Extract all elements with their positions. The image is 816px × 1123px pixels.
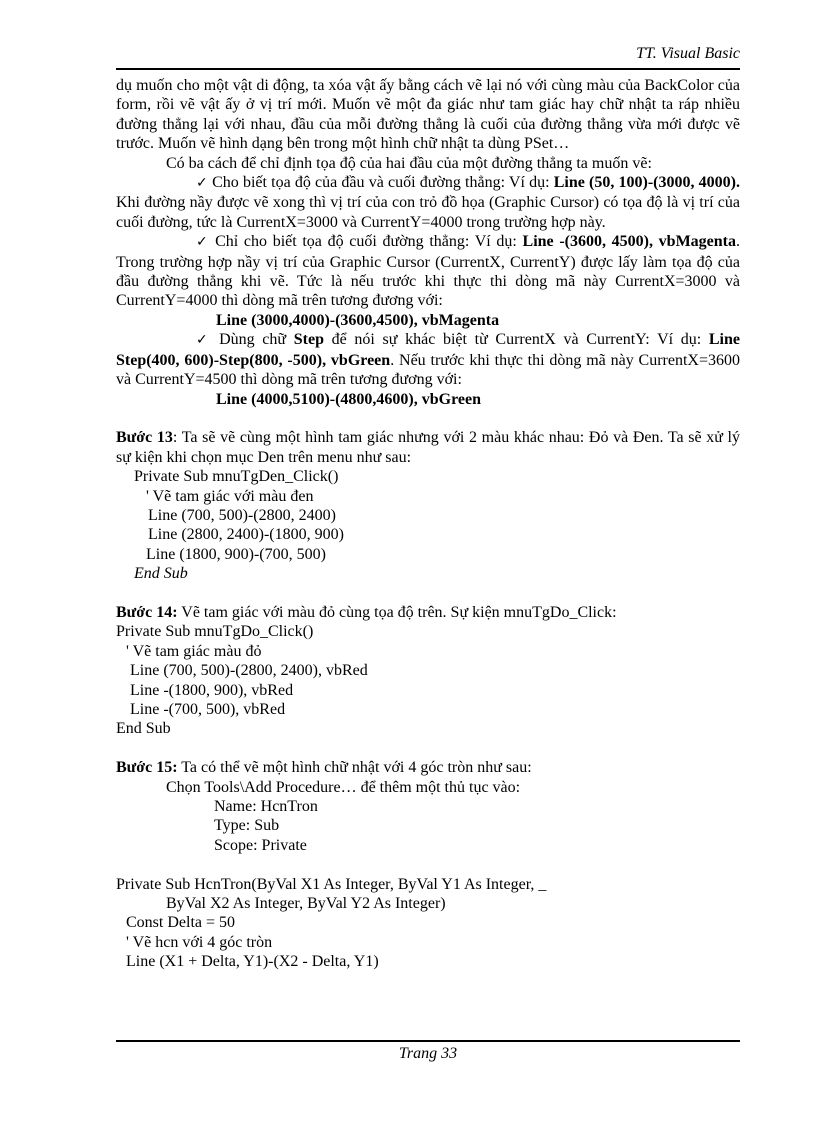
bullet-1-text-2: Khi đường nầy được vẽ xong thì vị trí của con trỏ đồ họa (Graphic Cursor) có tọa độ là vị trí của cuối đường, tức là CurrentX=3000 và CurrentY=4000 trong trường hợp này. — [116, 194, 740, 231]
intro-paragraph: dụ muốn cho một vật di động, ta xóa vật ấy bằng cách vẽ lại nó với cùng màu của BackColor của form, rồi vẽ vật ấy ở vị trí mới. Muốn vẽ một đa giác như tam giác hay chữ nhật ta ráp nhiều đường thẳng lại với nhau, đầu của mỗi đường thẳng là cuối của đường thẳng vừa mới được vẽ trước. Muốn vẽ hình dạng bên trong một hình chữ nhật ta dùng PSet… — [116, 77, 740, 153]
bullet-3-code: Line Step(400, 600)-Step(800, -500), vbGreen — [116, 331, 740, 369]
bullet-2-code: Line -(3600, 4500), vbMagenta — [522, 233, 737, 251]
code-line: ' Vẽ tam giác với màu đen — [146, 487, 314, 505]
step-13-label: Bước 13 — [116, 429, 173, 447]
code-line: Line (700, 500)-(2800, 2400), vbRed — [130, 662, 368, 680]
check-icon: ✓ — [196, 332, 212, 349]
page-header — [116, 44, 740, 70]
code-line: End Sub — [134, 565, 188, 583]
code-line: ByVal X2 As Integer, ByVal Y2 As Integer) — [166, 895, 446, 912]
bullet-3-text: Dùng chữ — [219, 331, 294, 349]
step-15-text: Ta có thể vẽ một hình chữ nhật với 4 góc tròn như sau: — [177, 759, 532, 777]
bullet-2-equivalent-code: Line (3000,4000)-(3600,4500), vbMagenta — [216, 311, 500, 329]
code-line: Line (X1 + Delta, Y1)-(X2 - Delta, Y1) — [126, 953, 379, 971]
code-line: ' Vẽ hcn với 4 góc tròn — [126, 933, 273, 951]
bullet-2 — [116, 232, 740, 311]
code-line: Private Sub mnuTgDo_Click() — [116, 623, 314, 641]
code-line: Private Sub HcnTron(ByVal X1 As Integer, ByVal Y1 As Integer, _ — [116, 875, 547, 893]
code-line: Private Sub mnuTgDen_Click() — [134, 468, 339, 486]
bullet-1-text: Cho biết tọa độ của đầu và cuối đường thẳng: Ví dụ: — [212, 174, 554, 192]
bullet-3-equivalent-code: Line (4000,5100)-(4800,4600), vbGreen — [216, 390, 482, 408]
bullet-2-text-2: . Trong trường hợp nầy vị trí của Graphic Cursor (CurrentX, CurrentY) được lấy làm tọa độ của đầu đường thẳng khi vẽ. Tức là nếu trước khi thực thi dòng mã này CurrentX=3000 và CurrentY=4000 thì dòng mã trên tương đương với: — [116, 233, 741, 310]
bullet-3-text-3: . Nếu trước khi thực thi dòng mã này CurrentX=3600 và CurrentY=4500 thì dòng mã trên tương đương với: — [116, 351, 740, 389]
bullet-2-text: Chỉ cho biết tọa độ cuối đường thẳng: Ví dụ: — [215, 233, 523, 251]
page-footer — [116, 1044, 740, 1064]
code-line: Line (2800, 2400)-(1800, 900) — [148, 526, 344, 544]
bullet-3 — [116, 330, 740, 389]
page-number: Trang 33 — [398, 1045, 458, 1062]
check-icon: ✓ — [196, 175, 208, 192]
code-line: End Sub — [116, 720, 171, 738]
footer-divider — [116, 1040, 740, 1042]
ways-paragraph: Có ba cách để chỉ định tọa độ của hai đầu của một đường thẳng ta muốn vẽ: — [166, 154, 652, 172]
step-14-text: Vẽ tam giác với màu đỏ cùng tọa độ trên. Sự kiện mnuTgDo_Click: — [177, 603, 617, 621]
step-14-label: Bước 14: — [116, 603, 178, 621]
step-15-label: Bước 15: — [116, 759, 178, 777]
step-13-paragraph — [116, 428, 740, 467]
step-15-paragraph — [116, 758, 740, 777]
bullet-1-code: Line (50, 100)-(3000, 4000). — [553, 174, 741, 192]
procedure-property: Scope: Private — [214, 836, 307, 854]
code-line: Line (700, 500)-(2800, 2400) — [148, 506, 336, 524]
code-line: Line -(700, 500), vbRed — [130, 700, 286, 718]
code-line: ' Vẽ tam giác màu đỏ — [126, 642, 262, 660]
procedure-property: Name: HcnTron — [214, 797, 318, 815]
choose-instruction: Chọn Tools\Add Procedure… để thêm một thủ tục vào: — [166, 778, 521, 796]
code-line: Const Delta = 50 — [126, 914, 236, 932]
step-14-paragraph — [116, 603, 740, 622]
code-line: Line (1800, 900)-(700, 500) — [146, 545, 326, 563]
bullet-3-step-keyword: Step — [293, 331, 324, 349]
header-title: TT. Visual Basic — [636, 45, 740, 62]
page-content — [116, 76, 740, 972]
check-icon: ✓ — [196, 234, 210, 251]
step-13-text: : Ta sẽ vẽ cùng một hình tam giác nhưng với 2 màu khác nhau: Đỏ và Đen. Ta sẽ xử lý sự kiện khi chọn mục Den trên menu như sau: — [116, 429, 741, 466]
code-line: Line -(1800, 900), vbRed — [130, 681, 294, 699]
bullet-1 — [116, 173, 740, 232]
procedure-property: Type: Sub — [214, 817, 280, 835]
bullet-3-text-2: để nói sự khác biệt từ CurrentX và CurrentY: Ví dụ: — [323, 331, 709, 349]
